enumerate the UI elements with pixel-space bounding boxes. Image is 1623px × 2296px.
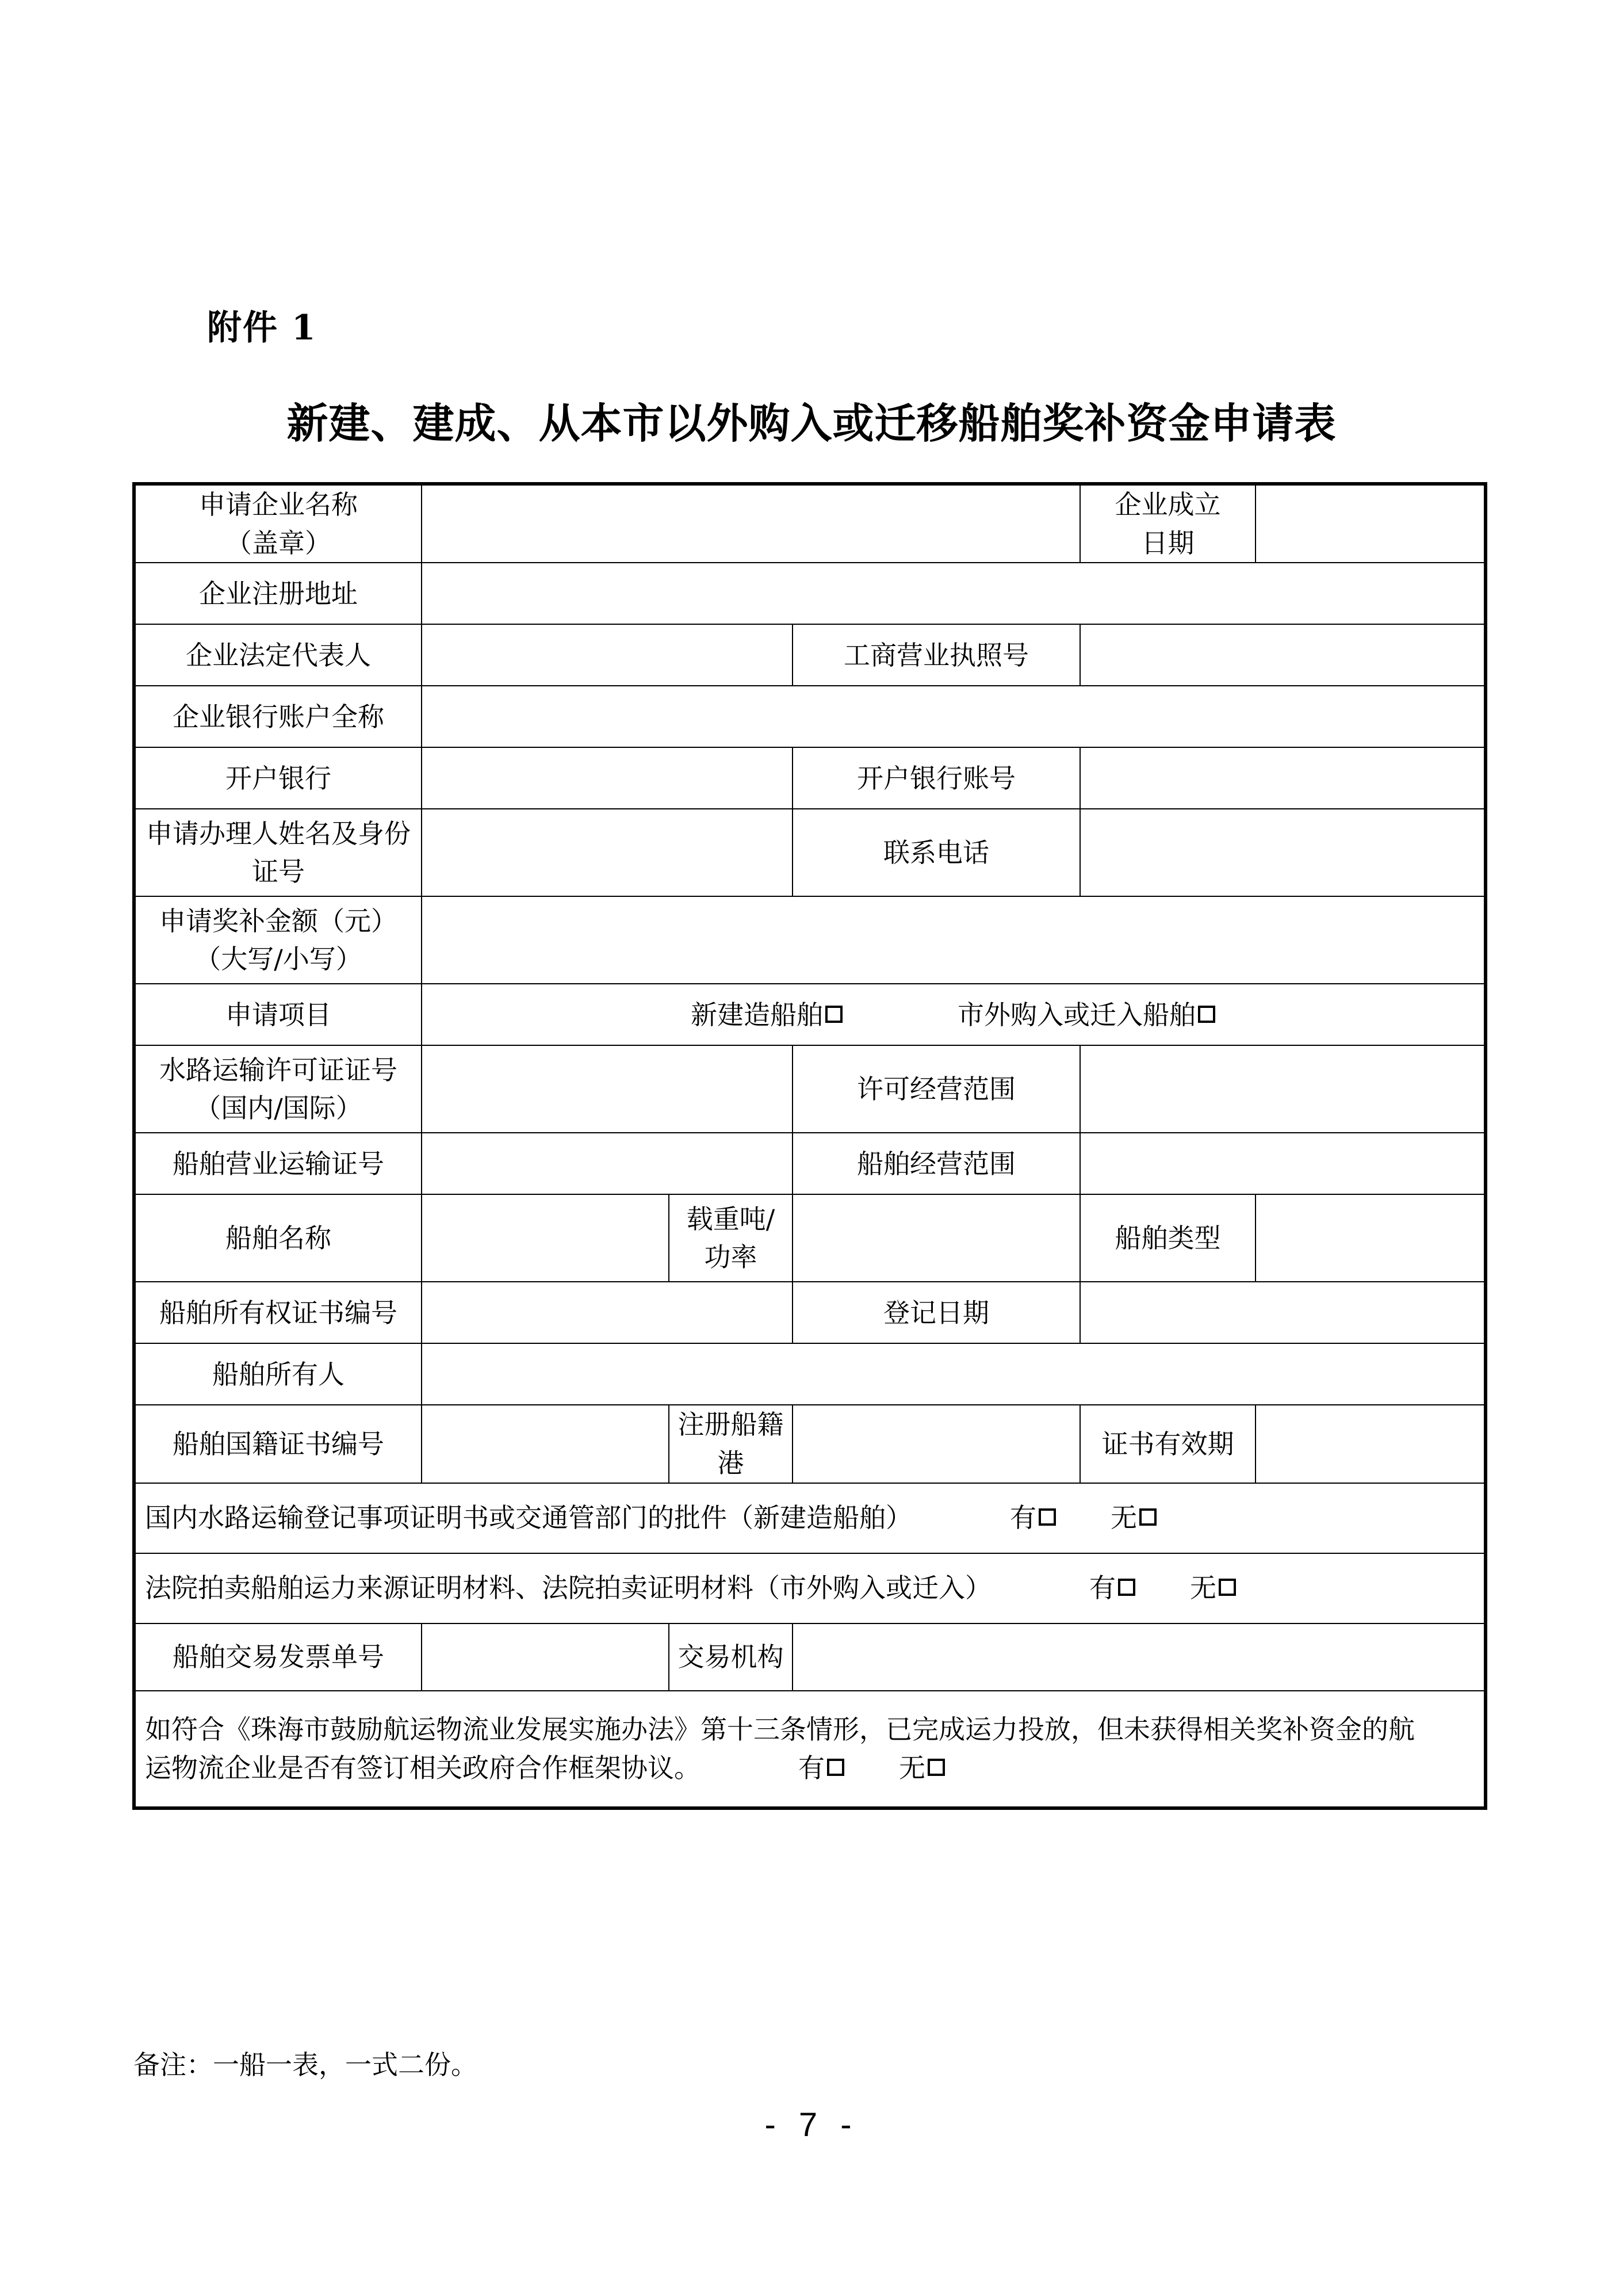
table-row-bank-account-name: [134, 686, 1486, 747]
cert-validity-label: 证书有效期: [1080, 1405, 1255, 1483]
project-option-purchase-transfer-label: 市外购入或迁入船舶: [958, 999, 1196, 1030]
nationality-cert-no-label: 船舶国籍证书编号: [134, 1405, 422, 1483]
agent-label-line2: 证号: [252, 856, 305, 888]
nationality-cert-no-input[interactable]: [422, 1405, 669, 1483]
bank-account-no-input[interactable]: [1080, 747, 1486, 809]
table-row-ownership-cert: [134, 1282, 1486, 1343]
registry-port-label: 注册船籍港: [669, 1405, 793, 1483]
checkbox-icon[interactable]: [1118, 1579, 1135, 1596]
remark-note: 备注：一船一表，一式二份。: [133, 2049, 477, 2080]
bank-account-no-label: 开户银行账号: [793, 747, 1080, 809]
checkbox-icon[interactable]: [1219, 1579, 1236, 1596]
registration-date-input[interactable]: [1080, 1282, 1486, 1343]
table-row-amount: [134, 896, 1486, 984]
domestic-registration-no[interactable]: [1111, 1502, 1157, 1533]
checkbox-icon[interactable]: [1139, 1508, 1157, 1526]
ship-transport-cert-input[interactable]: [422, 1133, 793, 1194]
yes-label: 有: [798, 1752, 825, 1783]
registered-address-input[interactable]: [422, 563, 1486, 624]
checkbox-icon[interactable]: [1039, 1508, 1056, 1526]
company-name-label: 申请企业名称: [199, 489, 358, 520]
license-scope-input[interactable]: [1080, 1045, 1486, 1133]
table-row-ship-name: [134, 1194, 1486, 1282]
project-options-cell: [422, 984, 1486, 1045]
ship-owner-label: 船舶所有人: [134, 1343, 422, 1405]
company-name-seal-note: （盖章）: [225, 527, 331, 559]
ship-type-label: 船舶类型: [1080, 1194, 1255, 1282]
amount-label-line2: （大写/小写）: [194, 943, 362, 975]
no-label: 无: [899, 1752, 925, 1783]
waterway-license-label-cell: [134, 1045, 422, 1133]
yes-label: 有: [1010, 1502, 1036, 1534]
framework-agreement-no[interactable]: [899, 1752, 945, 1783]
invoice-no-input[interactable]: [422, 1623, 669, 1691]
ship-business-scope-input[interactable]: [1080, 1133, 1486, 1194]
no-label: 无: [1190, 1572, 1216, 1604]
table-row-court-auction: [134, 1553, 1486, 1623]
domestic-registration-cell: [134, 1483, 1486, 1553]
ship-owner-input[interactable]: [422, 1343, 1486, 1405]
domestic-registration-yes[interactable]: [1010, 1502, 1056, 1533]
project-label: 申请项目: [134, 984, 422, 1045]
project-option-purchase-transfer[interactable]: [958, 999, 1215, 1030]
table-row-nationality-cert: [134, 1405, 1486, 1483]
checkbox-icon[interactable]: [1198, 1006, 1215, 1023]
ship-type-input[interactable]: [1255, 1194, 1486, 1282]
waterway-license-label-line2: （国内/国际）: [194, 1092, 362, 1124]
amount-label-cell: [134, 896, 422, 984]
ownership-cert-no-input[interactable]: [422, 1282, 793, 1343]
project-option-new-build-label: 新建造船舶: [691, 999, 823, 1030]
business-license-label: 工商营业执照号: [793, 624, 1080, 686]
framework-note-line2: 运物流企业是否有签订相关政府合作框架协议。: [145, 1752, 701, 1783]
page-title: 新建、建成、从本市以外购入或迁移船舶奖补资金申请表: [286, 399, 1337, 448]
agent-label-line1: 申请办理人姓名及身份: [146, 817, 411, 849]
framework-agreement-cell: [134, 1691, 1486, 1808]
ship-name-input[interactable]: [422, 1194, 669, 1282]
framework-note-line2-row: [145, 1749, 1478, 1787]
table-row-ship-owner: [134, 1343, 1486, 1405]
table-row-domestic-registration: [134, 1483, 1486, 1553]
tonnage-power-input[interactable]: [793, 1194, 1080, 1282]
table-row-waterway-license: [134, 1045, 1486, 1133]
contact-phone-label: 联系电话: [793, 809, 1080, 896]
company-name-input[interactable]: [422, 484, 1080, 563]
attachment-label: 附件 1: [207, 308, 317, 348]
waterway-license-input[interactable]: [422, 1045, 793, 1133]
checkbox-icon[interactable]: [928, 1759, 945, 1776]
no-label: 无: [1111, 1502, 1137, 1534]
project-option-new-build[interactable]: [691, 999, 843, 1030]
establish-date-input[interactable]: [1255, 484, 1486, 563]
table-row-ship-transport-cert: [134, 1133, 1486, 1194]
table-row-registered-address: [134, 563, 1486, 624]
agent-input[interactable]: [422, 809, 793, 896]
tonnage-power-label: 载重吨/功率: [669, 1194, 793, 1282]
registration-date-label: 登记日期: [793, 1282, 1080, 1343]
legal-representative-label: 企业法定代表人: [134, 624, 422, 686]
establish-date-label-line2: 日期: [1141, 527, 1195, 559]
ship-transport-cert-label: 船舶营业运输证号: [134, 1133, 422, 1194]
court-auction-yes[interactable]: [1089, 1572, 1135, 1603]
company-name-label-cell: [134, 484, 422, 563]
business-license-input[interactable]: [1080, 624, 1486, 686]
yes-label: 有: [1089, 1572, 1116, 1604]
application-form-table: [132, 482, 1487, 1810]
table-row-agent: [134, 809, 1486, 896]
framework-agreement-yes[interactable]: [798, 1752, 844, 1783]
table-row-invoice: [134, 1623, 1486, 1691]
trading-agency-label: 交易机构: [669, 1623, 793, 1691]
legal-representative-input[interactable]: [422, 624, 793, 686]
bank-account-name-input[interactable]: [422, 686, 1486, 747]
table-row-company-name: [134, 484, 1486, 563]
registered-address-label: 企业注册地址: [134, 563, 422, 624]
table-row-framework-agreement: [134, 1691, 1486, 1808]
ownership-cert-no-label: 船舶所有权证书编号: [134, 1282, 422, 1343]
table-row-legal-representative: [134, 624, 1486, 686]
trading-agency-input[interactable]: [793, 1623, 1486, 1691]
checkbox-icon[interactable]: [825, 1006, 843, 1023]
domestic-registration-note: 国内水路运输登记事项证明书或交通管部门的批件（新建造船舶）: [145, 1502, 912, 1534]
contact-phone-input[interactable]: [1080, 809, 1486, 896]
license-scope-label: 许可经营范围: [793, 1045, 1080, 1133]
page-number: - 7 -: [764, 2106, 859, 2144]
table-row-project: [134, 984, 1486, 1045]
registry-port-input[interactable]: [793, 1405, 1080, 1483]
amount-input[interactable]: [422, 896, 1486, 984]
ship-business-scope-label: 船舶经营范围: [793, 1133, 1080, 1194]
checkbox-icon[interactable]: [827, 1759, 844, 1776]
court-auction-note: 法院拍卖船舶运力来源证明材料、法院拍卖证明材料（市外购入或迁入）: [145, 1572, 992, 1604]
agent-label-cell: [134, 809, 422, 896]
court-auction-cell: [134, 1553, 1486, 1623]
bank-account-name-label: 企业银行账户全称: [134, 686, 422, 747]
amount-label-line1: 申请奖补金额（元）: [159, 905, 397, 937]
court-auction-no[interactable]: [1190, 1572, 1236, 1603]
bank-label: 开户银行: [134, 747, 422, 809]
framework-note-line1: 如符合《珠海市鼓励航运物流业发展实施办法》第十三条情形，已完成运力投放，但未获得相关奖补资金的航: [145, 1714, 1415, 1745]
waterway-license-label-line1: 水路运输许可证证号: [159, 1054, 397, 1086]
establish-date-label-cell: [1080, 484, 1255, 563]
ship-name-label: 船舶名称: [134, 1194, 422, 1282]
cert-validity-input[interactable]: [1255, 1405, 1486, 1483]
invoice-no-label: 船舶交易发票单号: [134, 1623, 422, 1691]
bank-input[interactable]: [422, 747, 793, 809]
establish-date-label-line1: 企业成立: [1115, 489, 1221, 520]
table-row-bank: [134, 747, 1486, 809]
